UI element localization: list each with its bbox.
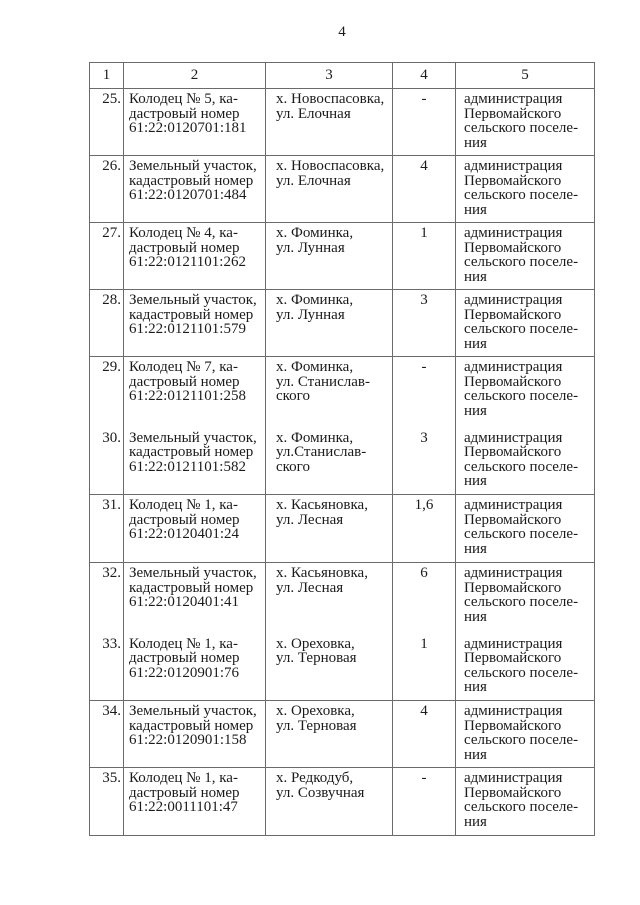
row-number: 31. [90,495,124,563]
row-number: 27. [90,223,124,290]
object-value: 4 [393,156,456,223]
object-value: 3 [393,290,456,357]
row-number: 35. [90,768,124,836]
header-cell-1: 1 [90,63,124,89]
row-number: 25. [90,89,124,156]
object-address: х. Фоминка, ул. Станислав- ского [266,357,393,428]
object-address: х. Ореховка, ул. Терновая [266,701,393,768]
object-owner: администрация Первомайского сельского поселе- ния [456,495,595,563]
object-value: 3 [393,428,456,495]
object-description: Колодец № 1, ка- дастровый номер 61:22:0011101:47 [124,768,266,836]
object-value: - [393,357,456,428]
object-address: х. Фоминка, ул. Лунная [266,223,393,290]
object-address: х. Фоминка, ул.Станислав- ского [266,428,393,495]
object-address: х. Новоспасовка, ул. Елочная [266,89,393,156]
table-row [90,563,595,634]
object-value: - [393,768,456,836]
object-description: Земельный участок, кадастровый номер 61:22:0120401:41 [124,563,266,634]
object-value: 6 [393,563,456,634]
table-row [90,89,595,156]
row-number: 29. [90,357,124,428]
object-address: х. Ореховка, ул. Терновая [266,634,393,701]
row-number: 32. [90,563,124,634]
object-value: 4 [393,701,456,768]
object-owner: администрация Первомайского сельского поселе- ния [456,563,595,634]
header-row [90,63,595,89]
object-address: х. Касьяновка, ул. Лесная [266,563,393,634]
row-number: 28. [90,290,124,357]
table-row [90,768,595,836]
object-address: х. Редкодуб, ул. Созвучная [266,768,393,836]
object-address: х. Новоспасовка, ул. Елочная [266,156,393,223]
object-owner: администрация Первомайского сельского поселе- ния [456,428,595,495]
row-number: 34. [90,701,124,768]
object-value: 1,6 [393,495,456,563]
object-address: х. Касьяновка, ул. Лесная [266,495,393,563]
page-number: 4 [338,24,346,40]
table-row [90,428,595,495]
table-row [90,495,595,563]
table-row [90,223,595,290]
table-row [90,701,595,768]
object-value: 1 [393,223,456,290]
object-description: Земельный участок, кадастровый номер 61:22:0120901:158 [124,701,266,768]
object-owner: администрация Первомайского сельского поселе- ния [456,156,595,223]
object-owner: администрация Первомайского сельского поселе- ния [456,223,595,290]
object-description: Колодец № 7, ка- дастровый номер 61:22:0121101:258 [124,357,266,428]
object-description: Колодец № 1, ка- дастровый номер 61:22:0120401:24 [124,495,266,563]
object-description: Колодец № 1, ка- дастровый номер 61:22:0120901:76 [124,634,266,701]
row-number: 33. [90,634,124,701]
header-cell-3: 3 [266,63,393,89]
table-row [90,156,595,223]
table-row [90,357,595,428]
table-row [90,634,595,701]
objects-table [89,62,595,836]
row-number: 26. [90,156,124,223]
object-owner: администрация Первомайского сельского поселе- ния [456,290,595,357]
object-description: Земельный участок, кадастровый номер 61:22:0121101:579 [124,290,266,357]
table-row [90,290,595,357]
object-owner: администрация Первомайского сельского поселе- ния [456,89,595,156]
object-description: Колодец № 4, ка- дастровый номер 61:22:0121101:262 [124,223,266,290]
object-owner: администрация Первомайского сельского поселе- ния [456,701,595,768]
object-owner: администрация Первомайского сельского поселе- ния [456,357,595,428]
header-cell-5: 5 [456,63,595,89]
object-value: - [393,89,456,156]
object-description: Земельный участок, кадастровый номер 61:22:0120701:484 [124,156,266,223]
header-cell-2: 2 [124,63,266,89]
object-owner: администрация Первомайского сельского поселе- ния [456,768,595,836]
object-owner: администрация Первомайского сельского поселе- ния [456,634,595,701]
row-number: 30. [90,428,124,495]
object-value: 1 [393,634,456,701]
header-cell-4: 4 [393,63,456,89]
object-description: Земельный участок, кадастровый номер 61:22:0121101:582 [124,428,266,495]
object-description: Колодец № 5, ка- дастровый номер 61:22:0120701:181 [124,89,266,156]
object-address: х. Фоминка, ул. Лунная [266,290,393,357]
